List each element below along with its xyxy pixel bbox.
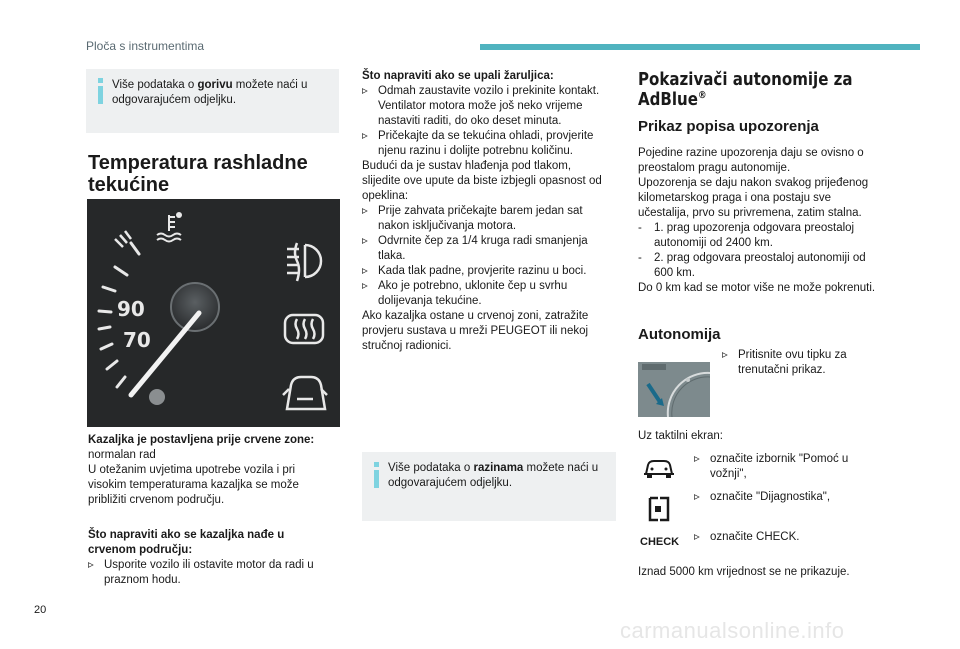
title-line: Temperatura rashladne [88,152,308,174]
autonomy-footer: Iznad 5000 km vrijednost se ne prikazuje. [638,566,850,578]
bullet-item [362,84,618,129]
select-driving-aid [694,452,894,482]
bullet-text: tlaka. [378,250,406,262]
bullet-text: trenutačni prikaz. [738,364,826,376]
registered-mark: ® [697,90,707,102]
press-instruction [722,348,902,378]
info-text: možete naći u odgovarajućem odjeljku. [388,462,599,489]
bullet-text: Usporite vozilo ili ostavite motor da radi u [104,559,314,571]
bullet-text: Prije zahvata pričekajte barem jedan sat [378,205,583,217]
bullet-marker: ▹ [694,531,700,543]
bullet-text: Ventilator motora može još neko vrijeme [378,100,583,112]
gauge-label-70: 70 [123,328,151,352]
bullet-text: dolijevanja tekućine. [378,295,482,307]
bullet-item [362,204,618,234]
title-line: tekućine [88,174,170,196]
red-zone-heading: crvenom području: [88,544,193,556]
paragraph-line: provjeru sustava u mreži PEUGEOT ili nekoj [362,325,589,337]
needle-caption-block [88,433,340,508]
bullet-text: označite izbornik "Pomoć u [710,453,849,465]
title-text: AdBlue [638,90,698,110]
dash-item [638,221,900,251]
gauge-label-90: 90 [117,297,145,321]
warning-lamp-block [362,69,618,354]
bullet-item [694,452,894,482]
bullet-item [362,129,618,159]
bullet-text: Pritisnite ovu tipku za [738,349,847,361]
bullet-text: nastaviti raditi, do oko deset minuta. [378,115,562,127]
paragraph-line: Budući da je sustav hlađenja pod tlakom, [362,160,572,172]
title-line: Pokazivači autonomije za [638,70,853,90]
bullet-item [362,279,618,309]
info-text: možete naći u odgovarajućem odjeljku. [112,79,308,106]
paragraph-line: učestalija, prvo su privremena, zatim stalna. [638,207,862,219]
paragraph-line: opeklina: [362,190,409,202]
warning-lamp-heading: Što napraviti ako se upali žaruljica: [362,70,554,82]
door-open-icon [283,377,327,409]
bullet-marker: ▹ [694,453,700,465]
bullet-item [362,234,618,264]
gauge-needle [131,313,199,395]
select-diagnostics [694,490,894,505]
gauge-hot-ticks [115,231,131,247]
bullet-text: označite CHECK. [710,531,800,543]
coolant-temperature-icon [157,215,181,242]
bullet-item [694,530,894,545]
rear-fog-light-icon [287,243,321,281]
paragraph-line: Upozorenja se daju nakon svakog prijeđenog [638,177,869,189]
select-check [694,530,894,545]
bullet-text: Odmah zaustavite vozilo i prekinite kontakt. [378,85,600,97]
bullet-text: nakon isključivanja motora. [378,220,517,232]
coolant-gauge-image [87,199,340,427]
rear-defrost-icon [285,315,323,343]
info-keyword: gorivu [197,79,233,91]
info-icon [96,78,105,104]
gauge-end-dot [149,389,165,405]
touchscreen-label: Uz taktilni ekran: [638,430,724,442]
red-zone-heading: Što napraviti ako se kazaljka nađe u [88,529,285,541]
bullet-marker: ▹ [362,205,368,217]
section-title: Ploča s instrumentima [86,39,205,53]
info-text: Više podataka o [112,79,198,91]
info-keyword: razinama [473,462,524,474]
warnings-subtitle: Prikaz popisa upozorenja [638,118,819,135]
dash-marker: - [638,222,642,234]
info-text: Više podataka o [388,462,474,474]
needle-caption-heading: Kazaljka je postavljena prije crvene zone: [88,434,315,446]
info-box-levels [362,452,616,521]
adblue-title [638,70,853,110]
dash-text: 2. prag odgovara preostaloj autonomiji od [654,252,866,264]
dash-text: 1. prag upozorenja odgovara preostaloj [654,222,855,234]
bullet-marker: ▹ [722,349,728,361]
info-box-fuel [86,69,339,133]
bullet-marker: ▹ [694,491,700,503]
warnings-block [638,146,900,296]
diagnostics-icon [646,494,672,524]
autonomy-subtitle: Autonomija [638,326,721,343]
paragraph-line: slijedite ove upute da biste izbjegli opasnost od [362,175,602,187]
bullet-marker: ▹ [362,85,368,97]
paragraph-line: Ako kazaljka ostane u crvenoj zoni, zatražite [362,310,589,322]
bullet-text: vožnji", [710,468,747,480]
paragraph-line: stručnoj radionici. [362,340,452,352]
bullet-item [88,558,340,588]
info-icon [372,462,381,488]
title-line [638,90,853,110]
paragraph-line: Do 0 km kad se motor više ne može pokrenuti. [638,282,876,294]
header-accent-bar [480,44,920,50]
red-zone-block [88,528,340,588]
trip-button-image [638,362,710,417]
bullet-item [362,264,618,279]
bullet-marker: ▹ [362,235,368,247]
bullet-text: Odvrnite čep za 1/4 kruga radi smanjenja [378,235,588,247]
bullet-marker: ▹ [88,559,94,571]
dash-text: 600 km. [654,267,695,279]
bullet-item [722,348,902,378]
bullet-marker: ▹ [362,280,368,292]
paragraph-line: kilometarskog praga i ona postaju sve [638,192,832,204]
bullet-item [694,490,894,505]
bullet-text: Kada tlak padne, provjerite razinu u boci. [378,265,587,277]
bullet-marker: ▹ [362,130,368,142]
bullet-text: njenu razinu i dolijte potrebnu količinu. [378,145,573,157]
page-number: 20 [34,604,47,616]
bullet-text: praznom hodu. [104,574,181,586]
bullet-text: Ako je potrebno, uklonite čep u svrhu [378,280,568,292]
gauge-hub [171,283,219,331]
needle-line: normalan rad [88,449,156,461]
dash-item [638,251,900,281]
coolant-title [88,152,308,196]
bullet-text: označite "Dijagnostika", [710,491,831,503]
bullet-text: Pričekajte da se tekućina ohladi, provjerite [378,130,594,142]
needle-line: približiti crvenom području. [88,494,225,506]
needle-line: U otežanim uvjetima upotrebe vozila i pri [88,464,296,476]
driving-aid-car-icon [640,452,678,482]
bullet-marker: ▹ [362,265,368,277]
dash-text: autonomiji od 2400 km. [654,237,773,249]
paragraph-line: preostalom pragu autonomije. [638,162,791,174]
dash-marker: - [638,252,642,264]
paragraph-line: Pojedine razine upozorenja daju se ovisno o [638,147,864,159]
needle-line: visokim temperaturama kazaljka se može [88,479,299,491]
check-icon-label: CHECK [640,536,680,548]
watermark-text: carmanualsonline.info [620,618,845,643]
